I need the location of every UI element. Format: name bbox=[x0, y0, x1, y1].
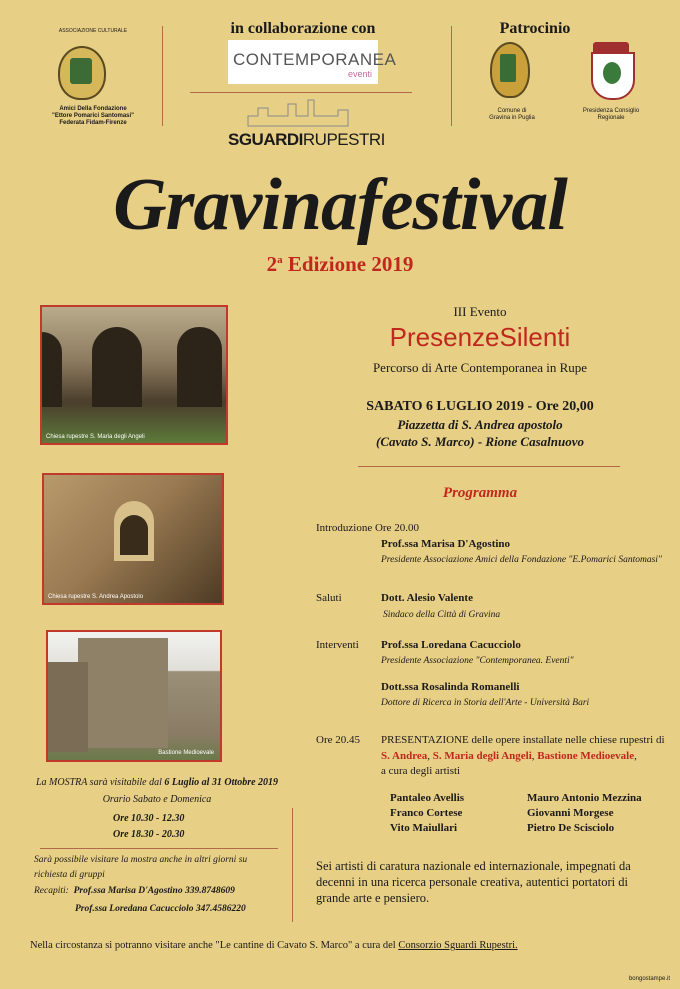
patrocinio-label: Patrocinio bbox=[499, 20, 571, 37]
artist-right-1: Mauro Antonio Mezzina bbox=[527, 792, 642, 804]
festival-title: Gravinafestival bbox=[113, 164, 567, 246]
intervento-1-role: Presidente Associazione "Contemporanea. Eventi" bbox=[381, 656, 574, 666]
collab-divider bbox=[190, 92, 412, 93]
mostra-dates bbox=[22, 777, 292, 788]
event-date: SABATO 6 LUGLIO 2019 - Ore 20,00 bbox=[366, 399, 594, 414]
saluti-speaker: Dott. Alesio Valente bbox=[381, 592, 473, 604]
artist-right-3: Pietro De Scisciolo bbox=[527, 822, 615, 834]
mostra-groups-line2: richiesta di gruppi bbox=[34, 870, 105, 880]
header-divider-right bbox=[451, 26, 452, 126]
mostra-contact-2: Prof.ssa Loredana Cacucciolo 347.4586220 bbox=[75, 904, 246, 914]
footer-text: Nella circostanza si potranno visitare anche "Le cantine di Cavato S. Marco" a cura del bbox=[30, 940, 399, 951]
photo-caption: Chiesa rupestre S. Maria degli Angeli bbox=[46, 434, 145, 440]
mostra-time-2: Ore 18.30 - 20.30 bbox=[113, 829, 185, 840]
intro-speaker: Prof.ssa Marisa D'Agostino bbox=[381, 538, 511, 550]
event-subtitle: Percorso di Arte Contemporanea in Rupe bbox=[372, 360, 588, 375]
church-bastione: Bastione Medioevale bbox=[537, 750, 635, 762]
tower-shape bbox=[48, 662, 88, 752]
comune-line1: Comune di bbox=[497, 108, 527, 114]
event-name: PresenzeSilenti bbox=[389, 322, 571, 352]
association-small-label: ASSOCIAZIONE CULTURALE bbox=[58, 28, 128, 34]
association-logo bbox=[48, 28, 138, 126]
collab-label: in collaborazione con bbox=[230, 20, 376, 37]
association-crest-inner-icon bbox=[70, 58, 92, 84]
presentation-text: PRESENTAZIONE delle opere installate nelle chiese rupestri di bbox=[381, 734, 665, 746]
photo-caption: Bastione Medioevale bbox=[158, 750, 214, 756]
arch-shape bbox=[120, 515, 148, 555]
intro-label: Introduzione Ore 20.00 bbox=[316, 522, 419, 534]
photo-santa-maria-angeli bbox=[40, 305, 228, 445]
mostra-dates-range: 6 Luglio al 31 Ottobre 2019 bbox=[164, 777, 279, 788]
sguardi-rupestri-skyline-icon bbox=[228, 98, 378, 128]
association-name: Amici Della Fondazione bbox=[59, 106, 127, 112]
association-name-line2: "Ettore Pomarici Santomasi" bbox=[51, 113, 135, 119]
edition-superscript: a bbox=[277, 254, 283, 266]
contemporanea-logo-text: CONTEMPORANEA bbox=[233, 50, 397, 69]
artists-description: Sei artisti di caratura nazionale ed internazionale, impegnati da decenni in una ricerca personale creativa, autentici portatori di grande arte e pensiero. bbox=[316, 859, 631, 905]
interventi-label: Interventi bbox=[316, 639, 359, 651]
presentation-time: Ore 20.45 bbox=[316, 734, 360, 746]
presentation-curated: a cura degli artisti bbox=[381, 765, 461, 777]
intervento-2-speaker: Dott.ssa Rosalinda Romanelli bbox=[381, 681, 520, 693]
edition-label bbox=[0, 252, 680, 277]
rupestri-text: RUPESTRI bbox=[302, 130, 385, 149]
edition-text: Edizione 2019 bbox=[282, 252, 414, 276]
photo-caption: Chiesa rupestre S. Andrea Apostolo bbox=[48, 594, 144, 600]
artist-left-3: Vito Maiullari bbox=[390, 822, 458, 834]
contemporanea-logo-sub: eventi bbox=[347, 69, 372, 79]
saluti-speaker-role: Sindaco della Città di Gravina bbox=[383, 610, 501, 620]
program-heading: Programma bbox=[442, 485, 518, 501]
photo-santandrea bbox=[42, 473, 224, 605]
event-place-line2: (Cavato S. Marco) - Rione Casalnuovo bbox=[375, 434, 584, 449]
church-santa-maria: S. Maria degli Angeli bbox=[432, 750, 532, 762]
column-divider bbox=[292, 808, 293, 922]
photo-bastione bbox=[46, 630, 222, 762]
presidenza-line2: Regionale bbox=[597, 115, 625, 121]
event-divider bbox=[358, 466, 620, 467]
header-divider-left bbox=[162, 26, 163, 126]
artist-left-1: Pantaleo Avellis bbox=[390, 792, 465, 804]
association-name-line3: Federata Fidam-Firenze bbox=[59, 120, 127, 126]
mostra-orario: Orario Sabato e Domenica bbox=[102, 794, 212, 805]
mostra-groups-line1: Sarà possibile visitare la mostra anche in altri giorni su bbox=[34, 855, 248, 865]
tower-shape bbox=[78, 638, 168, 748]
church-separator: , bbox=[427, 750, 433, 762]
printer-credit: bongostampe.it bbox=[628, 976, 670, 982]
intro-speaker-role: Presidente Associazione Amici della Fondazione "E.Pomarici Santomasi" bbox=[381, 555, 662, 565]
mostra-divider bbox=[40, 848, 278, 849]
church-santandrea: S. Andrea bbox=[381, 750, 428, 762]
contact-1-text: Prof.ssa Marisa D'Agostino 339.8748609 bbox=[73, 886, 235, 896]
arch-shape bbox=[92, 327, 142, 407]
presidenza-crown-icon bbox=[593, 42, 629, 52]
sguardi-bold-text: SGUARDI bbox=[228, 130, 303, 149]
presidenza-line1: Presidenza Consiglio bbox=[582, 108, 640, 114]
church-end: , bbox=[634, 750, 637, 762]
artist-right-2: Giovanni Morgese bbox=[527, 807, 614, 819]
comune-line2: Gravina in Puglia bbox=[489, 115, 535, 121]
church-separator: , bbox=[531, 750, 538, 762]
mostra-contact-1 bbox=[34, 886, 235, 896]
footer-note bbox=[30, 940, 650, 951]
comune-crest-inner-icon bbox=[500, 54, 516, 82]
recapiti-label: Recapiti: bbox=[34, 886, 69, 896]
arch-shape bbox=[42, 332, 62, 407]
artist-left-2: Franco Cortese bbox=[390, 807, 463, 819]
event-number: III Evento bbox=[453, 304, 507, 319]
intervento-1-speaker: Prof.ssa Loredana Cacucciolo bbox=[381, 639, 521, 651]
event-place-line1: Piazzetta di S. Andrea apostolo bbox=[397, 417, 563, 432]
consorzio-link[interactable]: Consorzio Sguardi Rupestri. bbox=[398, 940, 518, 951]
edition-number: 2 bbox=[266, 252, 278, 276]
mostra-dates-prefix: La MOSTRA sarà visitabile dal bbox=[35, 777, 165, 788]
presentation-churches bbox=[381, 750, 637, 762]
contemporanea-logo bbox=[228, 40, 397, 84]
mostra-time-1: Ore 10.30 - 12.30 bbox=[113, 813, 185, 824]
presidenza-shield-inner-icon bbox=[603, 62, 621, 84]
intervento-2-role: Dottore di Ricerca in Storia dell'Arte - Università Bari bbox=[381, 698, 590, 708]
saluti-label: Saluti bbox=[316, 592, 342, 604]
arch-shape bbox=[177, 327, 222, 407]
sguardi-rupestri-logo bbox=[228, 98, 385, 156]
